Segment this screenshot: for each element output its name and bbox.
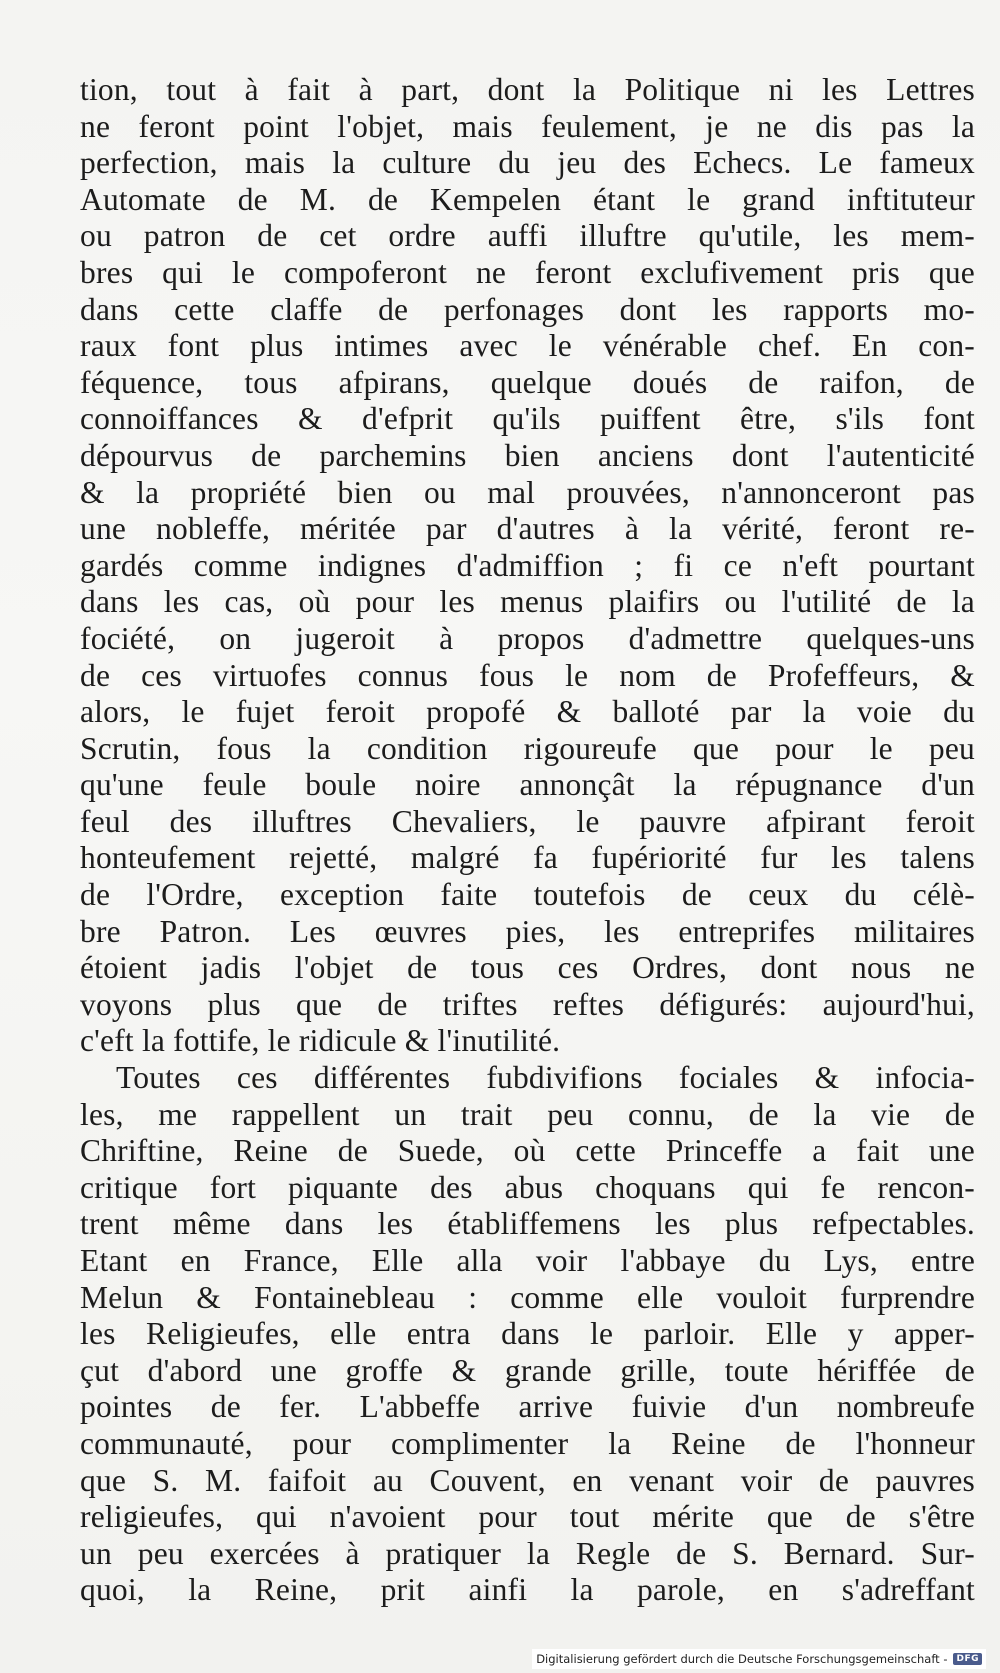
text-line: pointes de fer. L'abbeffe arrive fuivie d'un nombreufe: [80, 1389, 975, 1425]
digitization-credit: [532, 1649, 986, 1669]
credit-text: Digitalisierung gefördert durch die Deutsche Forschungsgemeinschaft -: [536, 1652, 948, 1666]
text-line: Automate de M. de Kempelen étant le grand inftituteur: [80, 181, 975, 217]
text-line: alors, le fujet feroit propofé & balloté par la voie du: [80, 694, 975, 730]
text-line: de l'Ordre, exception faite toutefois de ceux du célè-: [80, 877, 975, 913]
text-line: dans cette claffe de perfonages dont les rapports mo-: [80, 291, 975, 327]
text-line: Chriftine, Reine de Suede, où cette Princeffe a fait une: [80, 1133, 975, 1169]
text-line: tion, tout à fait à part, dont la Politique ni les Lettres: [80, 72, 975, 107]
text-line: un peu exercées à pratiquer la Regle de S. Bernard. Sur-: [80, 1535, 975, 1571]
text-line: communauté, pour complimenter la Reine de l'honneur: [80, 1425, 975, 1461]
text-line: ou patron de cet ordre auffi illuftre qu'utile, les mem-: [80, 218, 975, 254]
text-line: dépourvus de parchemins bien anciens dont l'autenticité: [80, 437, 975, 473]
text-line: çut d'abord une groffe & grande grille, toute hériffée de: [80, 1352, 975, 1388]
text-line: une nobleffe, méritée par d'autres à la vérité, feront re-: [80, 511, 975, 547]
dfg-logo: DFG: [953, 1653, 982, 1665]
text-line: les Religieufes, elle entra dans le parloir. Elle y apper-: [80, 1316, 975, 1352]
text-line: raux font plus intimes avec le vénérable chef. En con-: [80, 328, 975, 364]
text-line: Melun & Fontainebleau : comme elle vouloit furprendre: [80, 1279, 975, 1315]
text-line: & la propriété bien ou mal prouvées, n'annonceront pas: [80, 474, 975, 510]
text-line: de ces virtuofes connus fous le nom de Profeffeurs, &: [80, 657, 975, 693]
text-line: fociété, on jugeroit à propos d'admettre quelques-uns: [80, 620, 975, 656]
text-line: qu'une feule boule noire annonçât la répugnance d'un: [80, 767, 975, 803]
text-line: voyons plus que de triftes reftes défigurés: aujourd'hui,: [80, 986, 975, 1022]
text-line: trent même dans les établiffemens les plus refpectables.: [80, 1206, 975, 1242]
text-line: bres qui le compoferont ne feront exclufivement pris que: [80, 254, 975, 290]
text-line: quoi, la Reine, prit ainfi la parole, en s'adreffant: [80, 1572, 975, 1608]
text-line: religieufes, qui n'avoient pour tout mérite que de s'être: [80, 1499, 975, 1535]
paragraph-end-line: c'eft la fottife, le ridicule & l'inutilité.: [80, 1023, 561, 1059]
text-line: ne feront point l'objet, mais feulement, je ne dis pas la: [80, 108, 975, 144]
text-line: que S. M. faifoit au Couvent, en venant voir de pauvres: [80, 1462, 975, 1498]
text-line: Scrutin, fous la condition rigoureufe que pour le peu: [80, 730, 975, 766]
text-line: gardés comme indignes d'admiffion ; fi ce n'eft pourtant: [80, 547, 975, 583]
bleed-through-shadow: [60, 0, 940, 40]
text-line: dans les cas, où pour les menus plaifirs ou l'utilité de la: [80, 584, 975, 620]
body-text: [80, 72, 975, 1609]
text-line: feul des illuftres Chevaliers, le pauvre afpirant feroit: [80, 803, 975, 839]
text-line: étoient jadis l'objet de tous ces Ordres, dont nous ne: [80, 950, 975, 986]
text-line: honteufement rejetté, malgré fa fupériorité fur les talens: [80, 840, 975, 876]
paragraph-start-line: Toutes ces différentes fubdivifions fociales & infocia-: [116, 1060, 975, 1096]
text-line: féquence, tous afpirans, quelque doués de raifon, de: [80, 364, 975, 400]
text-line: critique fort piquante des abus choquans qui fe rencon-: [80, 1169, 975, 1205]
text-line: connoiffances & d'efprit qu'ils puiffent être, s'ils font: [80, 401, 975, 437]
text-line: bre Patron. Les œuvres pies, les entreprifes militaires: [80, 913, 975, 949]
text-line: perfection, mais la culture du jeu des Echecs. Le fameux: [80, 145, 975, 181]
text-line: les, me rappellent un trait peu connu, de la vie de: [80, 1096, 975, 1132]
text-line: Etant en France, Elle alla voir l'abbaye du Lys, entre: [80, 1243, 975, 1278]
